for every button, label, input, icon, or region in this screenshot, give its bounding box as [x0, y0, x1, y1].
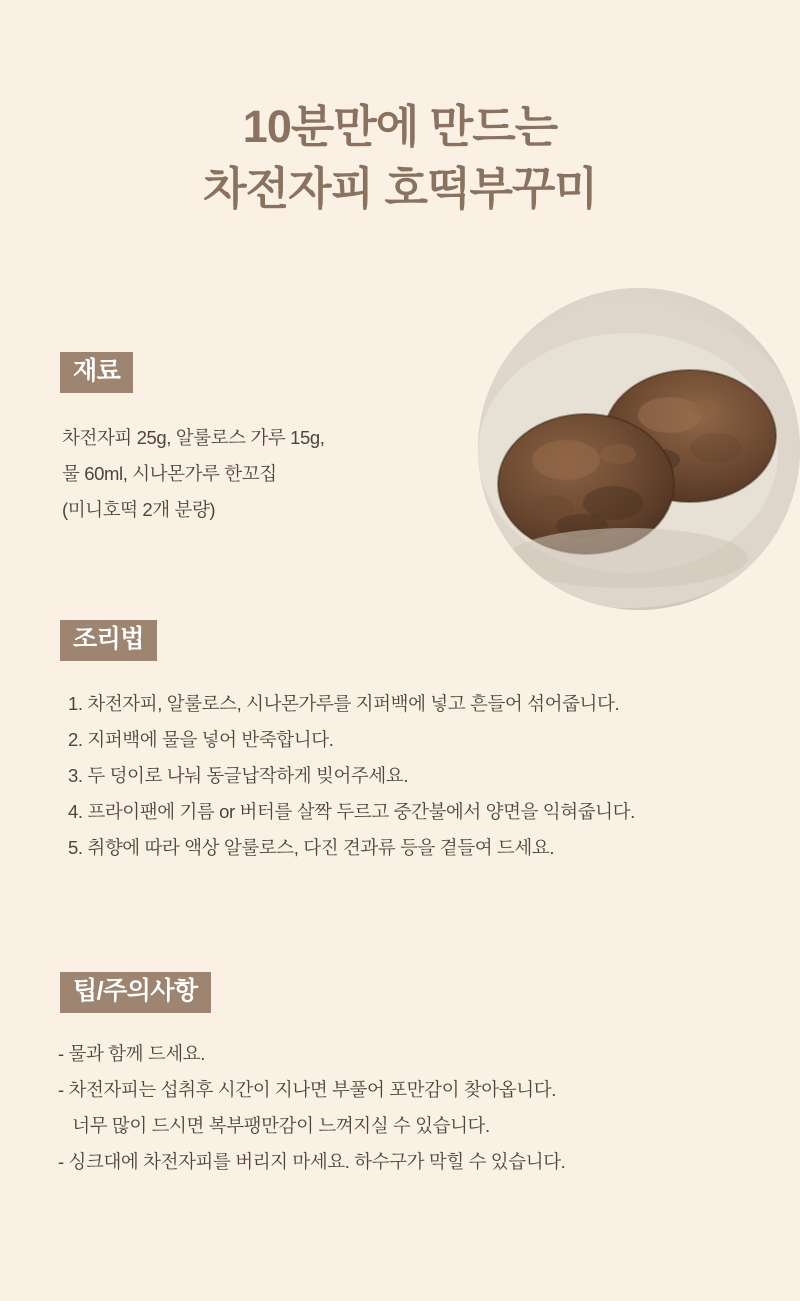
recipe-step: 4. 프라이팬에 기름 or 버터를 살짝 두르고 중간불에서 양면을 익혀줍니다.	[68, 801, 635, 823]
ingredients-line: (미니호떡 2개 분량)	[62, 499, 216, 521]
recipe-step: 2. 지퍼백에 물을 넣어 반죽합니다.	[68, 729, 334, 751]
food-photo	[478, 288, 800, 610]
tip-line: - 싱크대에 차전자피를 버리지 마세요. 하수구가 막힐 수 있습니다.	[58, 1151, 566, 1173]
tip-line: - 차전자피는 섭취후 시간이 지나면 부풀어 포만감이 찾아옵니다.	[58, 1079, 556, 1101]
ingredients-body	[62, 420, 462, 528]
ingredients-line: 물 60ml, 시나몬가루 한꼬집	[62, 463, 277, 485]
title-line-1: 10분만에 만드는	[242, 101, 558, 152]
section-heading-recipe: 조리법	[60, 620, 157, 661]
food-photo-illustration	[478, 288, 800, 610]
recipe-body	[60, 686, 780, 866]
tip-line: 너무 많이 드시면 복부팽만감이 느껴지실 수 있습니다.	[58, 1115, 490, 1137]
page-title	[0, 96, 800, 220]
tips-body	[52, 1036, 792, 1180]
tip-line: - 물과 함께 드세요.	[58, 1043, 206, 1064]
title-line-2: 차전자피 호떡부꾸미	[203, 163, 597, 215]
recipe-step: 1. 차전자피, 알룰로스, 시나몬가루를 지퍼백에 넣고 흔들어 섞어줍니다.	[68, 693, 620, 714]
recipe-step: 3. 두 덩이로 나눠 동글납작하게 빚어주세요.	[68, 765, 409, 787]
section-heading-tips: 팁/주의사항	[60, 972, 211, 1013]
recipe-step: 5. 취향에 따라 액상 알룰로스, 다진 견과류 등을 곁들여 드세요.	[68, 837, 555, 859]
section-heading-ingredients: 재료	[60, 352, 133, 393]
ingredients-line: 차전자피 25g, 알룰로스 가루 15g,	[62, 427, 325, 448]
